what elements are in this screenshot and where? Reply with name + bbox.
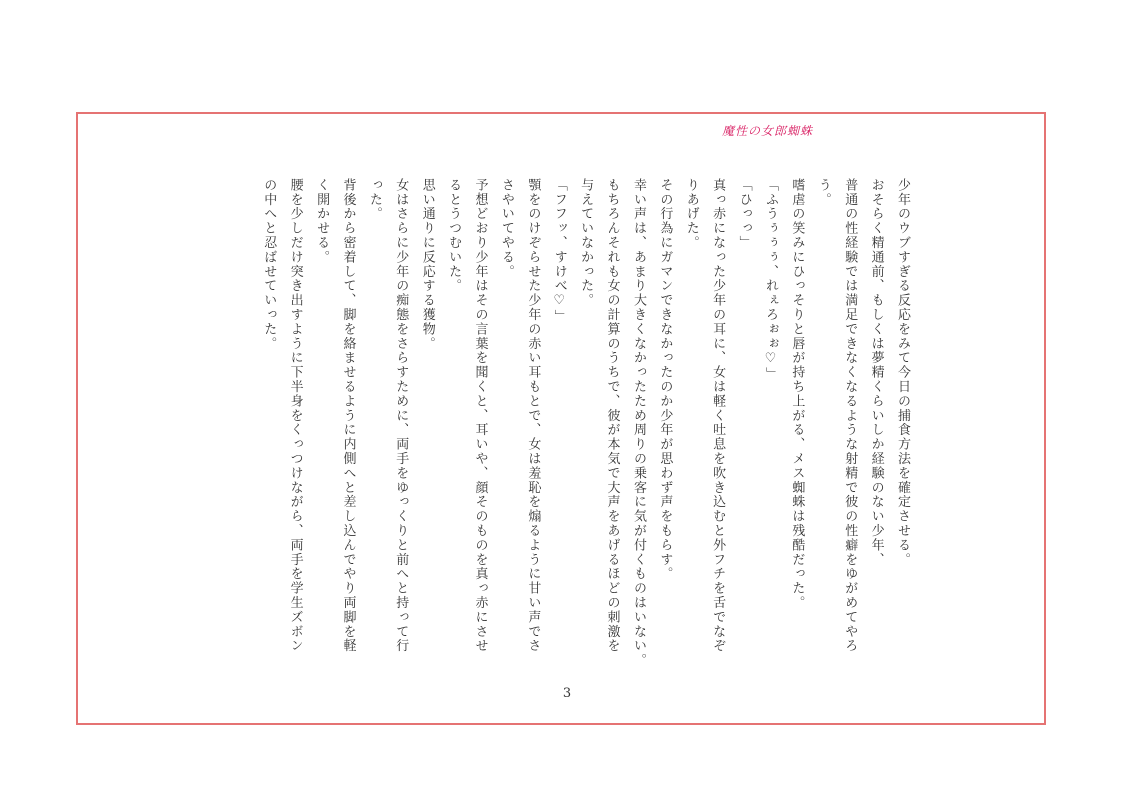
text-line: 真っ赤になった少年の耳に、女は軽く吐息を吹き込むと外フチを舌でなぞ [710, 178, 726, 654]
text-line: 普通の性経験では満足できなくなるような射精で彼の性癖をゆがめてやろ [842, 178, 858, 654]
running-header: 魔性の女郎蜘蛛 [722, 124, 814, 138]
text-line: 背後から密着して、脚を絡ませるように内側へと差し込んでやり両脚を軽 [340, 178, 356, 654]
text-line: 幸い声は、あまり大きくなかったため周りの乗客に気が付くものはいない。 [630, 178, 646, 668]
text-line: う。 [815, 178, 831, 207]
text-line: 思い通りに反応する獲物。 [419, 178, 435, 351]
page-number: 3 [562, 686, 572, 701]
text-line: 腰を少しだけ突き出すように下半身をくっつけながら、両手を学生ズボン [287, 178, 303, 654]
text-line: 「フフッ、すけべ♡」 [551, 178, 567, 324]
text-line: 女はさらに少年の痴態をさらすために、両手をゆっくりと前へと持って行 [393, 178, 409, 654]
text-line: 少年のウブすぎる反応をみて今日の捕食方法を確定させる。 [895, 178, 910, 567]
text-line: るとうつむいた。 [446, 178, 462, 294]
text-line: 「ひっっ」 [736, 178, 752, 250]
text-line: の中へと忍ばせていった。 [261, 178, 277, 351]
text-line: りあげた。 [683, 178, 699, 250]
text-line: おそらく精通前、もしくは夢精くらいしか経験のない少年、 [868, 178, 884, 567]
body-text [150, 178, 915, 678]
text-line: 「ふうぅぅぅ、れぇろぉぉ♡」 [762, 178, 778, 382]
text-line: 顎をのけぞらせた少年の赤い耳もとで、女は羞恥を煽るように甘い声でさ [525, 178, 541, 654]
text-line: 与えていなかった。 [578, 178, 594, 308]
text-line: さやいてやる。 [498, 178, 514, 279]
text-line: 予想どおり少年はその言葉を聞くと、耳いや、顔そのものを真っ赤にさせ [472, 178, 488, 654]
text-line: った。 [366, 178, 382, 222]
text-line: その行為にガマンできなかったのか少年が思わず声をもらす。 [657, 178, 673, 582]
text-line: もちろんそれも女の計算のうちで、彼が本気で大声をあげるほどの刺激を [604, 178, 620, 654]
text-line: 嗜虐の笑みにひっそりと唇が持ち上がる、メス蜘蛛は残酷だった。 [789, 178, 805, 610]
text-line: く開かせる。 [314, 178, 330, 265]
